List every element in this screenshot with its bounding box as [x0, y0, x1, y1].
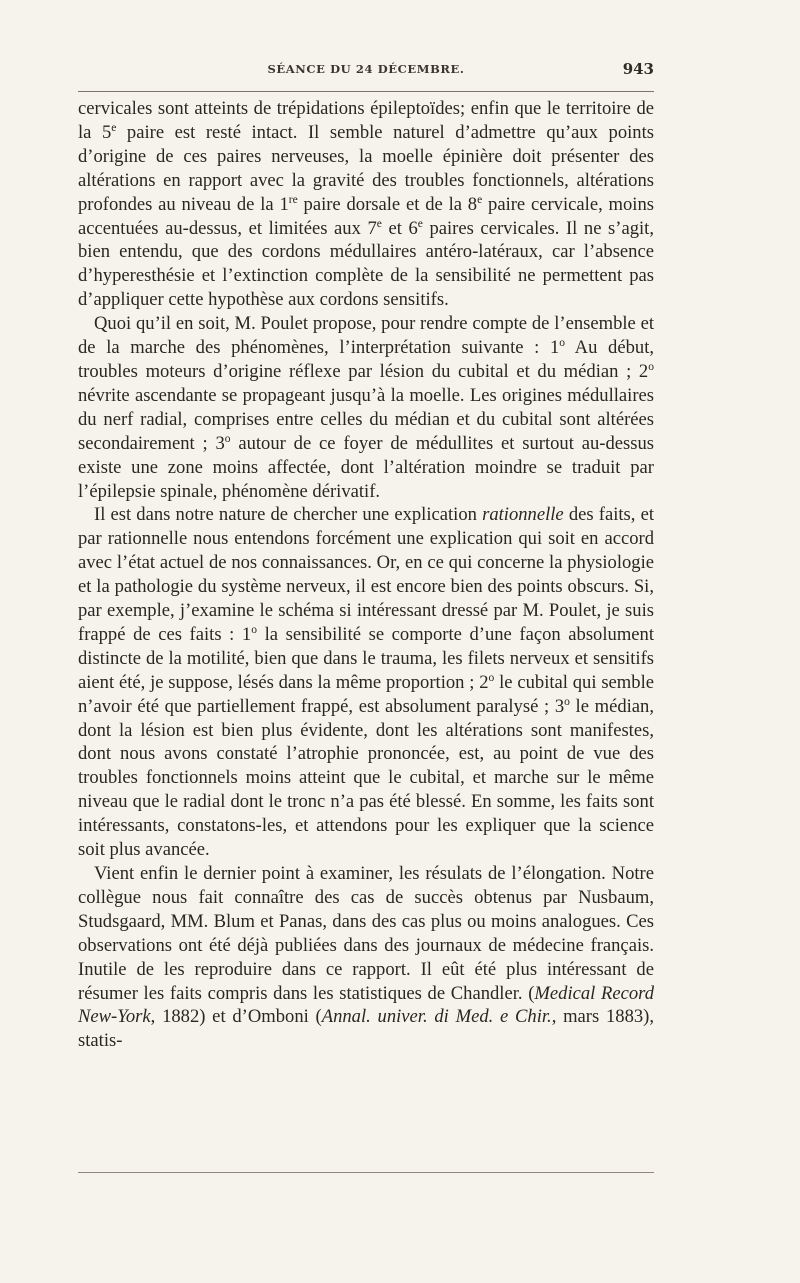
superscript: re: [288, 193, 298, 206]
text-run: paire cervicale, moins accentuées au-dessus, et limitées aux 7: [78, 193, 654, 239]
superscript: e: [376, 217, 382, 230]
text-run: le cubital qui semble n’avoir été que partiellement frappé, est absolument paralysé ; 3: [78, 671, 654, 717]
text-run: des faits, et par rationnelle nous entendons forcément une explication qui soit en accord avec l’état actuel de nos connaissances. Or, en ce qui concerne la physiologie et la pathologie du système nerveux, il est encore bien des points obscurs. Si, par exemple, j’examine le schéma si intéressant dressé par M. Poulet, je suis frappé de ces faits : 1: [78, 504, 654, 645]
text-run: et 6: [381, 217, 418, 239]
text-run: névrite ascendante se propageant jusqu’à la moelle. Les origines médullaires du nerf radial, comprises entre celles du médian et du cubital sont altérées secondairement ; 3: [78, 384, 654, 454]
superscript: e: [111, 121, 117, 134]
superscript: o: [559, 336, 566, 349]
superscript: o: [648, 360, 654, 373]
text-run: paires cervicales. Il ne s’agit, bien entendu, que des cordons médullaires antéro-latéraux, car l’absence d’hyperesthésie et l’extinction complète de la sensibilité ne permettent pas d’appliquer cette hypothèse aux cordons sensitifs.: [78, 217, 654, 311]
italic-text: rationnelle: [482, 504, 564, 526]
page-header: [78, 62, 654, 84]
text-run: Il est dans notre nature de chercher une explication: [94, 504, 483, 526]
page-number: 943: [622, 60, 654, 78]
italic-text: Medical Record New-York: [78, 982, 655, 1028]
paragraph: [78, 862, 654, 1053]
text-run: , 1882) et d’Omboni (: [150, 1006, 322, 1028]
text-run: autour de ce foyer de médullites et surtout au-dessus existe une zone moins affectée, dont l’altération moindre se traduit par l’épilepsie spinale, phénomène dérivatif.: [78, 432, 655, 502]
text-run: paire est resté intact. Il semble naturel d’admettre qu’aux points d’origine de ces paires nerveuses, la moelle épinière doit présenter des altérations en rapport avec la gravité des troubles fonctionnels, altérations profondes au niveau de la 1: [78, 121, 654, 215]
text-run: Quoi qu’il en soit, M. Poulet propose, pour rendre compte de l’ensemble et de la marche des phénomènes, l’interprétation suivante : 1: [78, 313, 654, 359]
text-run: , mars 1883), statis-: [78, 1006, 655, 1052]
superscript: e: [417, 217, 423, 230]
paragraph: [78, 503, 654, 862]
text-run: Au début, troubles moteurs d’origine réflexe par lésion du cubital et du médian ; 2: [78, 337, 655, 382]
text-run: cervicales sont atteints de trépidations épileptoïdes; enfin que le territoire de la 5: [78, 98, 654, 143]
superscript: o: [224, 432, 231, 445]
header-rule: [78, 91, 654, 92]
text-run: le médian, dont la lésion est bien plus évidente, dont les altérations sont manifestes, dont nous avons constaté l’atrophie prononcée, est, au point de vue des troubles fonctionnels moins atteint que le cubital, et marche sur le même niveau que le radial dont le tronc n’a pas été blessé. En somme, les faits sont intéressants, constatons-les, et attendons pour les expliquer que la science soit plus avancée.: [78, 695, 654, 861]
superscript: o: [564, 695, 570, 708]
superscript: e: [477, 193, 483, 206]
body-text: [78, 97, 654, 1053]
paragraph: [78, 97, 654, 312]
text-run: la sensibilité se comporte d’une façon absolument distincte de la motilité, bien que dans le trauma, les filets nerveux et sensitifs aient été, je suppose, lésés dans la même proportion ; 2: [78, 623, 654, 693]
running-head: SÉANCE DU 24 DÉCEMBRE.: [267, 62, 465, 76]
bottom-rule: [78, 1172, 654, 1173]
italic-text: Annal. univer. di Med. e Chir.: [321, 1006, 552, 1028]
text-run: paire dorsale et de la 8: [297, 193, 478, 215]
text-run: Vient enfin le dernier point à examiner, les résulats de l’élongation. Notre collègue nous fait connaître des cas de succès obtenus par Nusbaum, Studsgaard, MM. Blum et Panas, dans des cas plus ou moins analogues. Ces observations ont été déjà publiées dans des journaux de médecine français. Inutile de les reproduire dans ce rapport. Il eût été plus intéressant de résumer les faits compris dans les statistiques de Chandler. (: [78, 863, 654, 1004]
superscript: o: [488, 671, 495, 684]
superscript: o: [251, 623, 257, 636]
paragraph: [78, 312, 654, 503]
